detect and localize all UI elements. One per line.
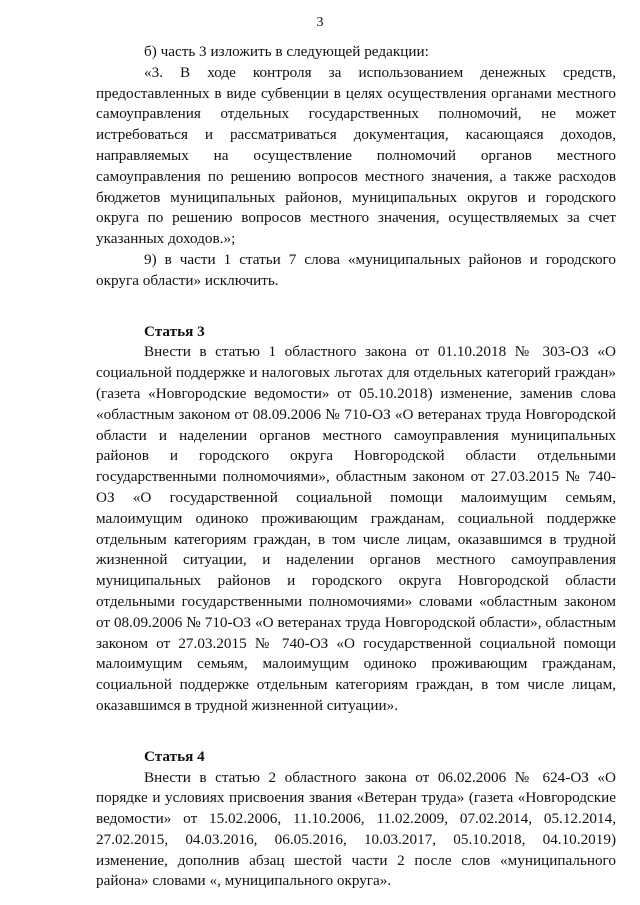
article-4-heading: Статья 4: [144, 747, 205, 765]
paragraph-item9: 9) в части 1 статьи 7 слова «муниципальных районов и городского округа области» исключить.: [96, 250, 616, 289]
paragraph-part3-intro: б) часть 3 изложить в следующей редакции:: [144, 43, 429, 60]
article-3-heading: Статья 3: [144, 322, 205, 340]
article-4-text: Внести в статью 2 областного закона от 06.02.2006 № 624-ОЗ «О порядке и условиях присвоения звания «Ветеран труда» (газета «Новгородские ведомости» от 15.02.2006, 11.10.2006, 11.02.2009, 07.02.2014, 05.12.2014, 27.02.2015, 04.03.2016, 06.05.2016, 10.03.2017, 05.10.2018, 04.10.2019) изменение, дополнив абзац шестой части 2 после слов «муниципального района» словами «, муниципального округа».: [96, 768, 616, 890]
page-number: 3: [316, 15, 324, 30]
document-body: [96, 42, 616, 892]
paragraph-part3-text: «3. В ходе контроля за использованием денежных средств, предоставленных в виде субвенции в целях осуществления органами местного самоуправления отдельных государственных полномочий, не может истребоваться и рассматриваться документация, касающаяся доходов, направляемых на осуществление полномочий органов местного самоуправления по решению вопросов местного значения, а также расходов бюджетов муниципальных районов, муниципальных округов и городского округа по решению вопросов местного значения, осуществляемых за счет указанных доходов.»;: [96, 63, 616, 248]
article-3-text: Внести в статью 1 областного закона от 01.10.2018 № 303-ОЗ «О социальной поддержке и налоговых льготах для отдельных категорий граждан» (газета «Новгородские ведомости» от 05.10.2018) изменение, заменив слова «областным законом от 08.09.2006 № 710-ОЗ «О ветеранах труда Новгородской области и наделении органов местного самоуправления муниципальных районов и городского округа Новгородской области отдельными государственными полномочиями», областным законом от 27.03.2015 № 740-ОЗ «О государственной социальной помощи малоимущим семьям, малоимущим одиноко проживающим гражданам, социальной поддержке отдельным категориям граждан, в том числе лицам, оказавшимся в трудной жизненной ситуации, и наделении органов местного самоуправления муниципальных районов и городского округа Новгородской области отдельными государственными полномочиями» словами «областным законом от 08.09.2006 № 710-ОЗ «О ветеранах труда Новгородской области», областным законом от 27.03.2015 № 740-ОЗ «О государственной социальной помощи малоимущим семьям, малоимущим одиноко проживающим гражданам, социальной поддержке отдельным категориям граждан, в том числе лицам, оказавшимся в трудной жизненной ситуации».: [96, 343, 616, 714]
